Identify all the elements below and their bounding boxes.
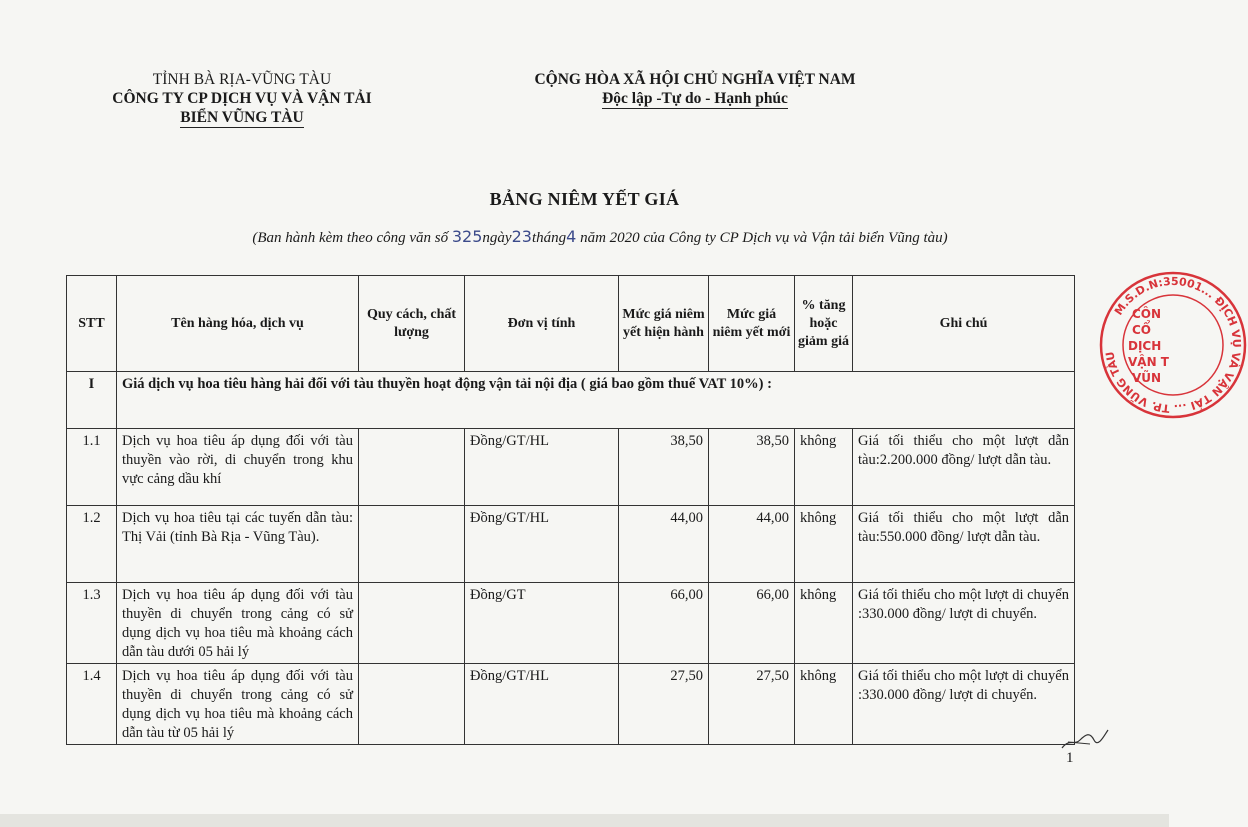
cell-change: không xyxy=(795,506,853,583)
company-name: CÔNG TY CP DỊCH VỤ VÀ VẬN TẢI xyxy=(112,90,372,107)
cell-spec xyxy=(359,506,465,583)
national-title: CỘNG HÒA XÃ HỘI CHỦ NGHĨA VIỆT NAM xyxy=(534,71,856,88)
subtitle-text: (Ban hành kèm theo công văn số xyxy=(252,230,452,246)
handwritten-month: 4 xyxy=(566,227,577,246)
header-right xyxy=(500,70,890,109)
header-note: Ghi chú xyxy=(853,276,1075,372)
section-stt: I xyxy=(67,372,117,429)
handwritten-day: 23 xyxy=(511,227,532,246)
handwritten-number: 325 xyxy=(451,227,483,246)
cell-name xyxy=(117,583,359,664)
cell-spec xyxy=(359,664,465,745)
cell-name-text: Dịch vụ hoa tiêu áp dụng đối với tàu thuyền di chuyển trong cảng có sử dụng dịch vụ hoa tiêu mà khoảng cách dẫn tàu dưới 05 hải lý xyxy=(122,587,353,660)
document-subtitle xyxy=(0,227,1200,247)
cell-unit: Đồng/GT/HL xyxy=(465,506,619,583)
subtitle-text: tháng xyxy=(531,230,567,246)
cell-note: Giá tối thiểu cho một lượt dẫn tàu:2.200.000 đồng/ lượt dẫn tàu. xyxy=(853,429,1075,506)
cell-current-price: 38,50 xyxy=(619,429,709,506)
seal-ring-text xyxy=(1103,275,1243,415)
cell-spec xyxy=(359,583,465,664)
header-change: % tăng hoặc giảm giá xyxy=(795,276,853,372)
seal-ring-textpath: M.S.D.N:35001... ĐỊCH VỤ VÀ VẬN TẢI ... TP. VŨNG TÀU xyxy=(1103,274,1244,416)
cell-new-price: 66,00 xyxy=(709,583,795,664)
cell-spec xyxy=(359,429,465,506)
seal-line: CÔN xyxy=(1132,307,1162,321)
cell-unit: Đồng/GT/HL xyxy=(465,429,619,506)
seal-line: VŨN xyxy=(1132,371,1162,385)
cell-name: Dịch vụ hoa tiêu áp dụng đối với tàu thuyền vào rời, di chuyển trong khu vực cảng dầu khí xyxy=(117,429,359,506)
cell-change: không xyxy=(795,429,853,506)
national-motto: Độc lập -Tự do - Hạnh phúc xyxy=(602,90,788,107)
cell-current-price: 44,00 xyxy=(619,506,709,583)
cell-new-price: 27,50 xyxy=(709,664,795,745)
province-name: TỈNH BÀ RỊA-VŨNG TÀU xyxy=(152,71,332,88)
cell-stt: 1.2 xyxy=(67,506,117,583)
table-header-row xyxy=(67,276,1075,372)
cell-note: Giá tối thiểu cho một lượt dẫn tàu:550.000 đồng/ lượt dẫn tàu. xyxy=(853,506,1075,583)
document-title: BẢNG NIÊM YẾT GIÁ xyxy=(489,189,680,209)
header-new-price: Mức giá niêm yết mới xyxy=(709,276,795,372)
company-name-cont: BIỂN VŨNG TÀU xyxy=(180,109,304,126)
header-left xyxy=(92,70,392,128)
scan-bottom-edge xyxy=(0,814,1169,827)
table-row xyxy=(67,583,1075,664)
cell-note: Giá tối thiểu cho một lượt di chuyển :330.000 đồng/ lượt di chuyển. xyxy=(853,583,1075,664)
header-name: Tên hàng hóa, dịch vụ xyxy=(117,276,359,372)
price-table xyxy=(66,275,1075,745)
cell-change: không xyxy=(795,664,853,745)
cell-stt: 1.1 xyxy=(67,429,117,506)
cell-name xyxy=(117,664,359,745)
table-row xyxy=(67,664,1075,745)
page-number: 1 xyxy=(1066,750,1074,766)
cell-current-price: 27,50 xyxy=(619,664,709,745)
cell-unit: Đồng/GT/HL xyxy=(465,664,619,745)
cell-change: không xyxy=(795,583,853,664)
subtitle-text: ngày xyxy=(482,230,512,246)
cell-new-price: 44,00 xyxy=(709,506,795,583)
seal-line: VẬN T xyxy=(1128,355,1169,369)
seal-line: CỔ xyxy=(1132,323,1152,337)
seal-inner-text xyxy=(1128,306,1170,385)
subtitle-text: năm 2020 của Công ty CP Dịch vụ và Vận tải biển Vũng tàu) xyxy=(576,230,948,246)
company-seal xyxy=(1098,270,1248,420)
cell-stt: 1.4 xyxy=(67,664,117,745)
cell-current-price: 66,00 xyxy=(619,583,709,664)
cell-stt: 1.3 xyxy=(67,583,117,664)
cell-name-text: Dịch vụ hoa tiêu áp dụng đối với tàu thuyền di chuyển trong cảng có sử dụng dịch vụ hoa tiêu mà khoảng cách dẫn tàu từ 05 hải lý xyxy=(122,668,353,741)
cell-name: Dịch vụ hoa tiêu tại các tuyến dẫn tàu: Thị Vải (tỉnh Bà Rịa - Vũng Tàu). xyxy=(117,506,359,583)
cell-new-price: 38,50 xyxy=(709,429,795,506)
section-row xyxy=(67,372,1075,429)
seal-line: DỊCH xyxy=(1128,339,1162,353)
header-stt: STT xyxy=(67,276,117,372)
table-row xyxy=(67,429,1075,506)
header-spec: Quy cách, chất lượng xyxy=(359,276,465,372)
header-current-price: Mức giá niêm yết hiện hành xyxy=(619,276,709,372)
table-row xyxy=(67,506,1075,583)
header-unit: Đơn vị tính xyxy=(465,276,619,372)
section-text: Giá dịch vụ hoa tiêu hàng hải đối với tàu thuyền hoạt động vận tải nội địa ( giá bao gồm thuế VAT 10%) : xyxy=(117,372,1075,429)
initials-signature xyxy=(1060,728,1110,752)
cell-unit: Đồng/GT xyxy=(465,583,619,664)
cell-note: Giá tối thiểu cho một lượt di chuyển :330.000 đồng/ lượt di chuyển. xyxy=(853,664,1075,745)
